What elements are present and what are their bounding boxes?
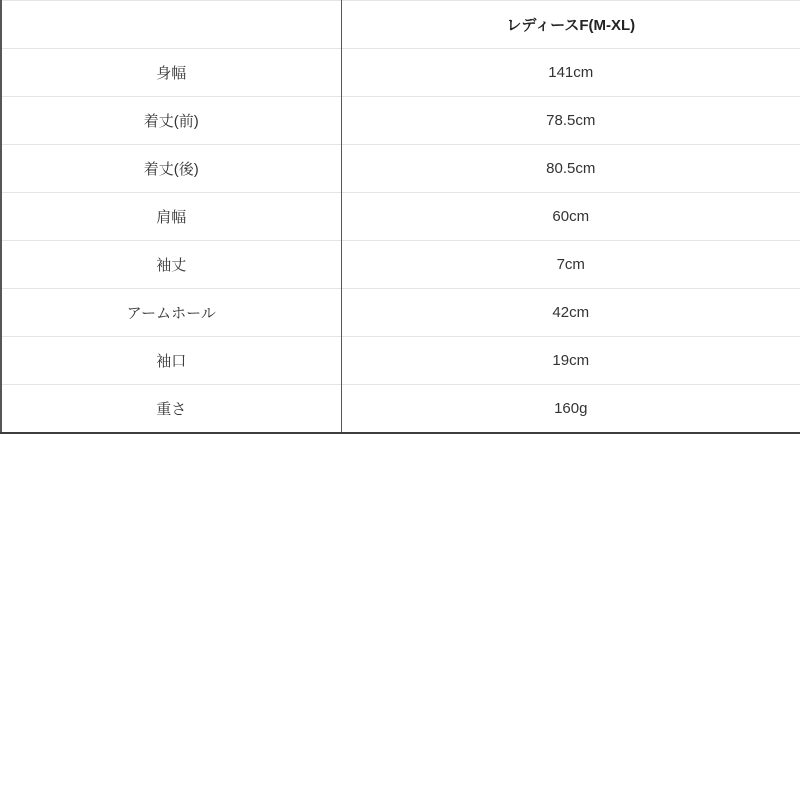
measurement-value: 60cm — [341, 193, 800, 241]
measurement-value: 80.5cm — [341, 145, 800, 193]
table-row — [1, 241, 800, 289]
measurement-value: 160g — [341, 385, 800, 433]
measurement-value: 42cm — [341, 289, 800, 337]
measurement-label: アームホール — [1, 289, 341, 337]
measurement-label: 着丈(前) — [1, 97, 341, 145]
measurement-label: 袖口 — [1, 337, 341, 385]
measurement-value: 141cm — [341, 49, 800, 97]
measurement-label: 肩幅 — [1, 193, 341, 241]
measurement-label: 身幅 — [1, 49, 341, 97]
measurement-label: 重さ — [1, 385, 341, 433]
measurement-value: 7cm — [341, 241, 800, 289]
measurement-value: 19cm — [341, 337, 800, 385]
table-row — [1, 49, 800, 97]
measurement-value: 78.5cm — [341, 97, 800, 145]
size-chart-corner-cell — [1, 1, 341, 49]
size-chart-size-header: レディースF(M-XL) — [341, 1, 800, 49]
table-row — [1, 385, 800, 433]
table-row — [1, 289, 800, 337]
table-row — [1, 193, 800, 241]
table-row — [1, 97, 800, 145]
table-row — [1, 145, 800, 193]
table-header-row — [1, 1, 800, 49]
measurement-label: 着丈(後) — [1, 145, 341, 193]
table-row — [1, 337, 800, 385]
measurement-label: 袖丈 — [1, 241, 341, 289]
